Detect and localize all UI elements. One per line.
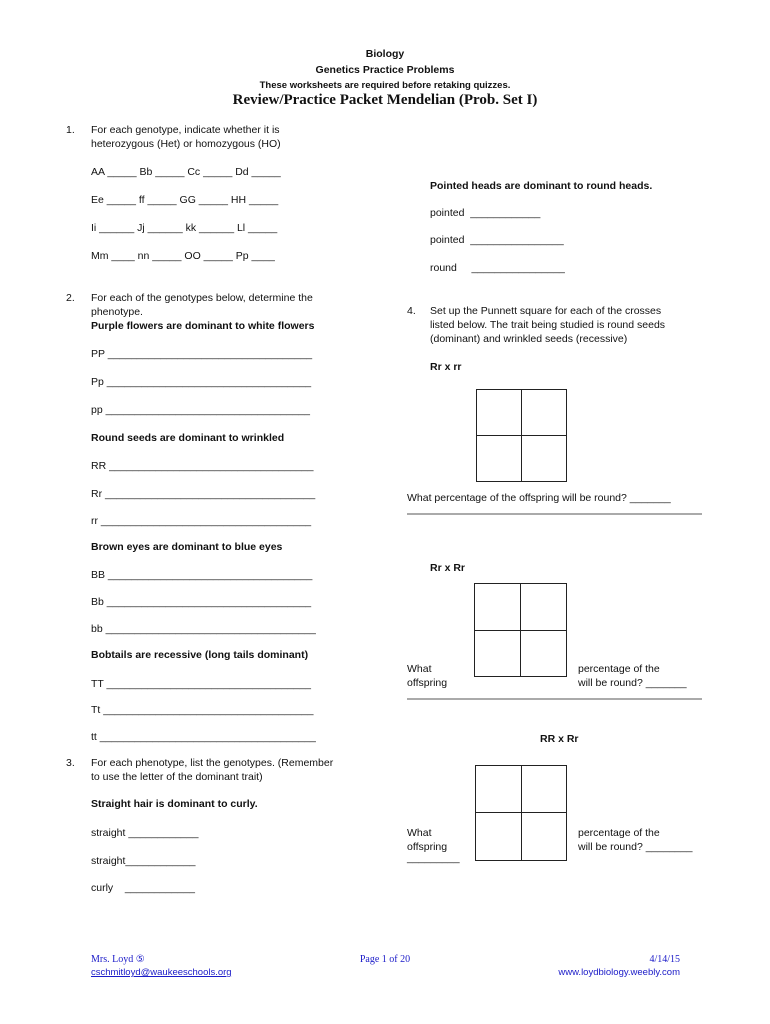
q3-trait-heading: Straight hair is dominant to curly. [91,798,258,810]
q3-text-line1: For each phenotype, list the genotypes. (Remember [91,757,334,769]
q1-text-line2: heterozygous (Het) or homozygous (HO) [91,138,281,150]
q3-answer-line: straight____________ [91,855,196,867]
q2-answer-line: bb ____________________________________ [91,623,316,635]
cross-label: RR x Rr [540,733,579,745]
offspring-question-right: will be round? ________ [578,841,693,853]
q2-answer-line: tt _____________________________________ [91,731,316,743]
q4-text-line3: (dominant) and wrinkled seeds (recessive) [430,333,628,345]
q2-answer-line: BB ___________________________________ [91,569,313,581]
q4-text-line1: Set up the Punnett square for each of the crosses [430,305,662,317]
q1-text-line1: For each genotype, indicate whether it is [91,124,280,136]
punnett-square [474,583,567,677]
q3-answer-line: straight ____________ [91,827,199,839]
q2-answer-line: TT ___________________________________ [91,678,311,690]
cross-label: Rr x rr [430,361,462,373]
q1-row: AA _____ Bb _____ Cc _____ Dd _____ [91,166,281,178]
footer-email-link[interactable]: cschmitloyd@waukeeschools.org [91,967,232,978]
offspring-question-left: offspring [407,841,448,853]
author-name: Mrs. Loyd [91,954,134,965]
q2-answer-line: Pp ___________________________________ [91,376,312,388]
footer-page-number: Page 1 of 20 [359,954,411,965]
q2-trait-heading: Bobtails are recessive (long tails dominant) [91,649,309,661]
q2-trait-heading: Round seeds are dominant to wrinkled [91,432,285,444]
offspring-question-left: What [407,827,432,839]
cross-label: Rr x Rr [430,562,466,574]
header-topic: Genetics Practice Problems [315,64,455,76]
q1-number: 1. [66,124,75,136]
q2-text-line1: For each of the genotypes below, determine the [91,292,313,304]
offspring-question-left: What [407,663,432,675]
punnett-square [475,765,567,861]
q3-number: 3. [66,757,75,769]
page-title: Review/Practice Packet Mendelian (Prob. Set I) [232,92,538,108]
pointed-answer-line: pointed ________________ [430,234,564,246]
footer-website[interactable]: www.loydbiology.weebly.com [558,967,680,978]
pointed-answer-line: pointed ____________ [430,207,541,219]
round-answer-line: round ________________ [430,262,565,274]
offspring-question-right: percentage of the [578,663,660,675]
footer-date: 4/14/15 [649,954,680,965]
q2-answer-line: PP ___________________________________ [91,348,313,360]
q2-answer-line: pp ___________________________________ [91,404,310,416]
q4-text-line2: listed below. The trait being studied is round seeds [430,319,666,331]
q1-row: Mm ____ nn _____ OO _____ Pp ____ [91,250,275,262]
header-subject: Biology [365,48,405,60]
offspring-question-right: percentage of the [578,827,660,839]
q2-answer-line: RR ___________________________________ [91,460,314,472]
q2-trait-heading: Purple flowers are dominant to white flowers [91,320,315,332]
q3-text-line2: to use the letter of the dominant trait) [91,771,263,783]
q2-text-line2: phenotype. [91,306,143,318]
q3-answer-line: curly ____________ [91,882,195,894]
offspring-question-left: offspring [407,677,448,689]
q2-number: 2. [66,292,75,304]
q1-row: Ee _____ ff _____ GG _____ HH _____ [91,194,279,206]
author-symbol-icon: ⑤ [135,954,145,965]
q2-answer-line: Bb ___________________________________ [91,596,312,608]
q2-answer-line: rr ____________________________________ [91,515,312,527]
q2-trait-heading: Brown eyes are dominant to blue eyes [91,541,283,553]
section-divider [407,513,702,515]
q2-answer-line: Tt ____________________________________ [91,704,314,716]
q4-number: 4. [407,305,416,317]
pointed-heads-heading: Pointed heads are dominant to round heads. [430,180,653,192]
header-note: These worksheets are required before retaking quizzes. [259,80,511,91]
offspring-question: What percentage of the offspring will be round? _______ [407,492,671,504]
punnett-square [476,389,567,482]
offspring-answer-blank: _________ [407,852,460,864]
q2-answer-line: Rr ____________________________________ [91,488,316,500]
q1-row: Ii ______ Jj ______ kk ______ Ll _____ [91,222,278,234]
section-divider [407,698,702,700]
offspring-question-right: will be round? _______ [578,677,687,689]
